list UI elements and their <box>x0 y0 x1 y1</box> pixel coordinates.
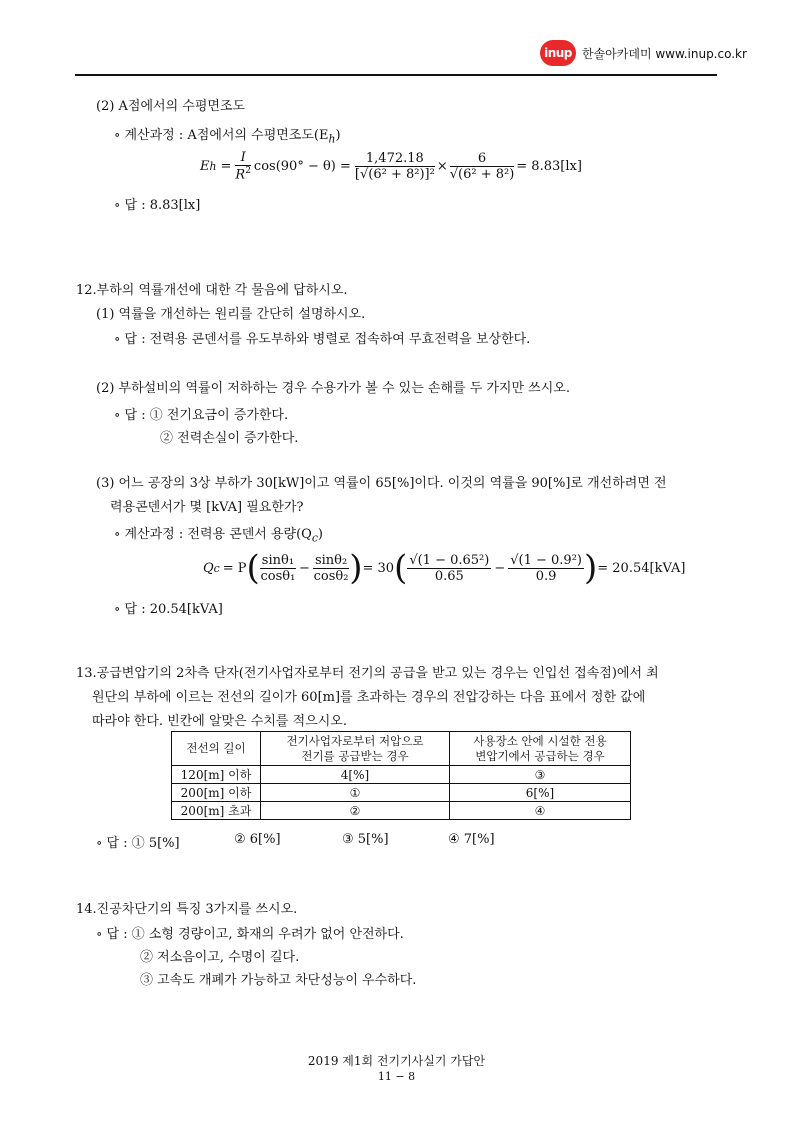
table-row <box>172 802 631 820</box>
question-13-line2: 원단의 부하에 이르는 전선의 길이가 60[m]를 초과하는 경우의 전압강하는 다음 표에서 정한 값에 <box>92 690 646 705</box>
table-header-row <box>172 732 631 766</box>
table-cell: 6[%] <box>450 784 631 802</box>
question-12-part-1: (1) 역률을 개선하는 원리를 간단히 설명하시오. <box>96 307 366 322</box>
table-cell: ① <box>261 784 450 802</box>
question-14-answer-3: ③ 고속도 개폐가 가능하고 차단성능이 우수하다. <box>140 973 417 988</box>
header-brand[interactable]: 한솔아카데미 www.inup.co.kr <box>582 47 747 61</box>
table-cell: ④ <box>450 802 631 820</box>
table-cell: ③ <box>450 766 631 784</box>
answer-text: ∘ 답 : 8.83[lx] <box>114 198 201 213</box>
question-14-answer-1: ∘ 답 : ① 소형 경량이고, 화재의 우려가 없어 안전하다. <box>96 927 404 942</box>
question-12-answer-2b: ② 전력손실이 증가한다. <box>160 431 299 446</box>
question-12-part-3-line1: (3) 어느 공장의 3상 부하가 30[kW]이고 역률이 65[%]이다. 이것의 역률을 90[%]로 개선하려면 전 <box>96 476 667 491</box>
table-row <box>172 784 631 802</box>
header-divider <box>75 74 717 76</box>
table-header-cell: 전기사업자로부터 저압으로 전기를 공급받는 경우 <box>261 732 450 766</box>
section-title: (2) A점에서의 수평면조도 <box>96 99 246 114</box>
question-14-answer-2: ② 저소음이고, 수명이 길다. <box>140 950 300 965</box>
table-cell: 200[m] 이하 <box>172 784 261 802</box>
question-12-answer-2a: ∘ 답 : ① 전기요금이 증가한다. <box>114 408 289 423</box>
answer-text: ∘ 답 : 20.54[kVA] <box>114 602 223 617</box>
table-header-cell: 전선의 길이 <box>172 732 261 766</box>
question-12-title: 12.부하의 역률개선에 대한 각 물음에 답하시오. <box>76 283 348 298</box>
question-13-line3: 따라야 한다. 빈칸에 알맞은 수치를 적으시오. <box>92 714 347 729</box>
illuminance-equation: E h = $\frac{I}{R^2}$ cos(90° − θ) = $\frac{1,472.18}{\text{[√(6² + 8²)]²}}$ × $\frac{6}{\text{√(6² + 8²)}}$ = 8.83[lx] <box>200 149 582 183</box>
calc-label: ∘ 계산과정 : A점에서의 수평면조도$(E_h)$ <box>114 128 341 146</box>
voltage-drop-table <box>171 731 631 820</box>
footer-title: 2019 제1회 전기기사실기 가답안 <box>307 1054 486 1068</box>
table-cell: 200[m] 초과 <box>172 802 261 820</box>
calc-label: ∘ 계산과정 : 전력용 콘덴서 용량$(Q_c)$ <box>114 527 323 545</box>
table-header-cell: 사용장소 안에 시설한 전용 변압기에서 공급하는 경우 <box>450 732 631 766</box>
question-13-line1: 13.공급변압기의 2차측 단자(전기사업자로부터 전기의 공급을 받고 있는 경우는 인입선 접속점)에서 최 <box>76 666 659 681</box>
question-13-answer: ∘ 답 : ① 5[%] ② 6[%] ③ 5[%] ④ 7[%] <box>96 832 495 851</box>
question-14-title: 14.진공차단기의 특징 3가지를 쓰시오. <box>76 902 298 917</box>
question-12-answer-1: ∘ 답 : 전력용 콘덴서를 유도부하와 병렬로 접속하여 무효전력을 보상한다. <box>114 332 531 347</box>
table-cell: ② <box>261 802 450 820</box>
table-cell: 120[m] 이하 <box>172 766 261 784</box>
page-number: 11 − 8 <box>377 1070 416 1083</box>
table-row <box>172 766 631 784</box>
question-12-part-3-line2: 력용콘덴서가 몇 [kVA] 필요한가? <box>110 500 304 515</box>
capacitor-equation: Q c = P ( $\frac{\text{sinθ₁}}{\text{cosθ₁}}$ − $\frac{\text{sinθ₂}}{\text{cosθ₂}}$ ) = 30 ( $\frac{\text{√(1 − 0.65²)}}{0.65}$ − $\frac{\text{√(1 − 0.9²)}}{0.9}$ ) = 20.54[kVA] <box>203 548 686 588</box>
question-12-part-2: (2) 부하설비의 역률이 저하하는 경우 수용가가 볼 수 있는 손해를 두 가지만 쓰시오. <box>96 381 570 396</box>
table-cell: 4[%] <box>261 766 450 784</box>
inup-logo: inup <box>540 40 576 66</box>
